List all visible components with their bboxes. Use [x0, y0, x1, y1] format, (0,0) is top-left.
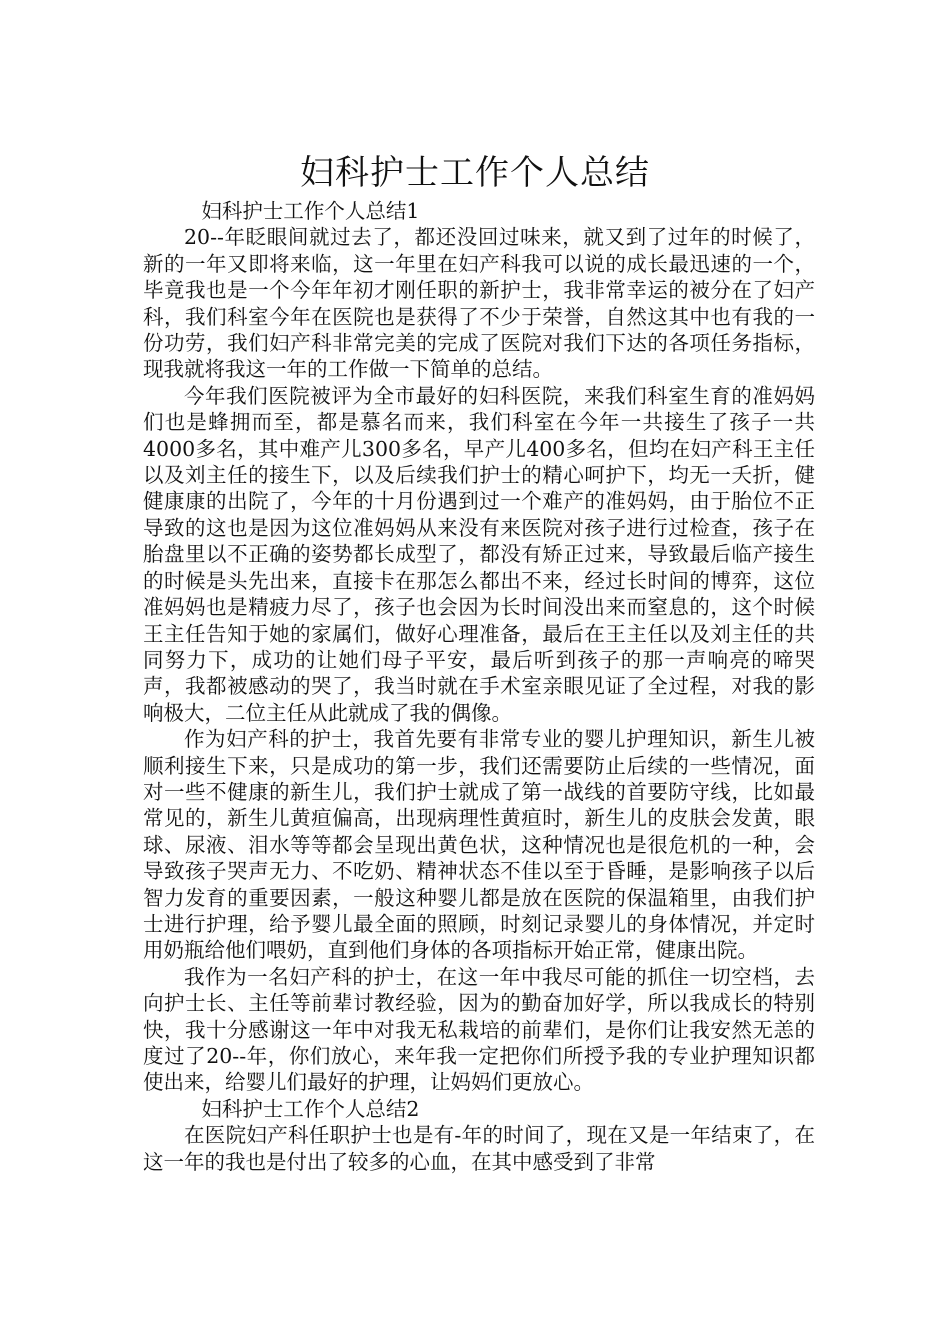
section-heading: 妇科护士工作个人总结1	[201, 199, 420, 223]
section-heading: 妇科护士工作个人总结2	[201, 1096, 420, 1121]
paragraph: 作为妇产科的护士，我首先要有非常专业的婴儿护理知识，新生儿被顺利接生下来，只是成功的第一步，我们还需要防止后续的一些情况，面对一些不健康的新生儿，我们护士就成了第一战线的首要防守线，比如最常见的，新生儿黄疸偏高，出现病理性黄疸时，新生儿的皮肤会发黄，眼球、尿液、泪水等等都会呈现出黄色状，这种情况也是很危机的一种，会导致孩子哭声无力、不吃奶、精神状态不佳以至于昏睡，是影响孩子以后智力发育的重要因素，一般这种婴儿都是放在医院的保温箱里，由我们护士进行护理，给予婴儿最全面的照顾，时刻记录婴儿的身体情况，并定时用奶瓶给他们喂奶，直到他们身体的各项指标开始正常，健康出院。	[143, 727, 815, 963]
document-title: 妇科护士工作个人总结	[300, 152, 650, 193]
paragraph: 20--年眨眼间就过去了，都还没回过味来，就又到了过年的时候了，新的一年又即将来临，这一年里在妇产科我可以说的成长最迅速的一个，毕竟我也是一个今年年初才刚任职的新护士，我非常幸运的被分在了妇产科，我们科室今年在医院也是获得了不少于荣誉，自然这其中也有我的一份功劳，我们妇产科非常完美的完成了医院对我们下达的各项任务指标，现我就将我这一年的工作做一下简单的总结。	[143, 225, 815, 382]
paragraph: 今年我们医院被评为全市最好的妇科医院，来我们科室生育的准妈妈们也是蜂拥而至，都是慕名而来，我们科室在今年一共接生了孩子一共4000多名，其中难产儿300多名，早产儿400多名，但均在妇产科王主任以及刘主任的接生下，以及后续我们护士的精心呵护下，均无一夭折，健健康康的出院了，今年的十月份遇到过一个难产的准妈妈，由于胎位不正导致的这也是因为这位准妈妈从来没有来医院对孩子进行过检查，孩子在胎盘里以不正确的姿势都长成型了，都没有矫正过来，导致最后临产接生的时候是头先出来，直接卡在那怎么都出不来，经过长时间的博弈，这位准妈妈也是精疲力尽了，孩子也会因为长时间没出来而窒息的，这个时候王主任告知于她的家属们，做好心理准备，最后在王主任以及刘主任的共同努力下，成功的让她们母子平安，最后听到孩子的那一声响亮的啼哭声，我都被感动的哭了，我当时就在手术室亲眼见证了全过程，对我的影响极大，二位主任从此就成了我的偶像。	[143, 383, 815, 725]
paragraph: 在医院妇产科任职护士也是有-年的时间了，现在又是一年结束了，在这一年的我也是付出了较多的心血，在其中感受到了非常	[143, 1123, 815, 1174]
paragraph: 我作为一名妇产科的护士，在这一年中我尽可能的抓住一切空档，去向护士长、主任等前辈讨教经验，因为的勤奋加好学，所以我成长的特别快，我十分感谢这一年中对我无私栽培的前辈们，是你们让我安然无恙的度过了20--年，你们放心，来年我一定把你们所授予我的专业护理知识都使出来，给婴儿们最好的护理，让妈妈们更放心。	[143, 964, 815, 1095]
document-body	[143, 198, 815, 1175]
